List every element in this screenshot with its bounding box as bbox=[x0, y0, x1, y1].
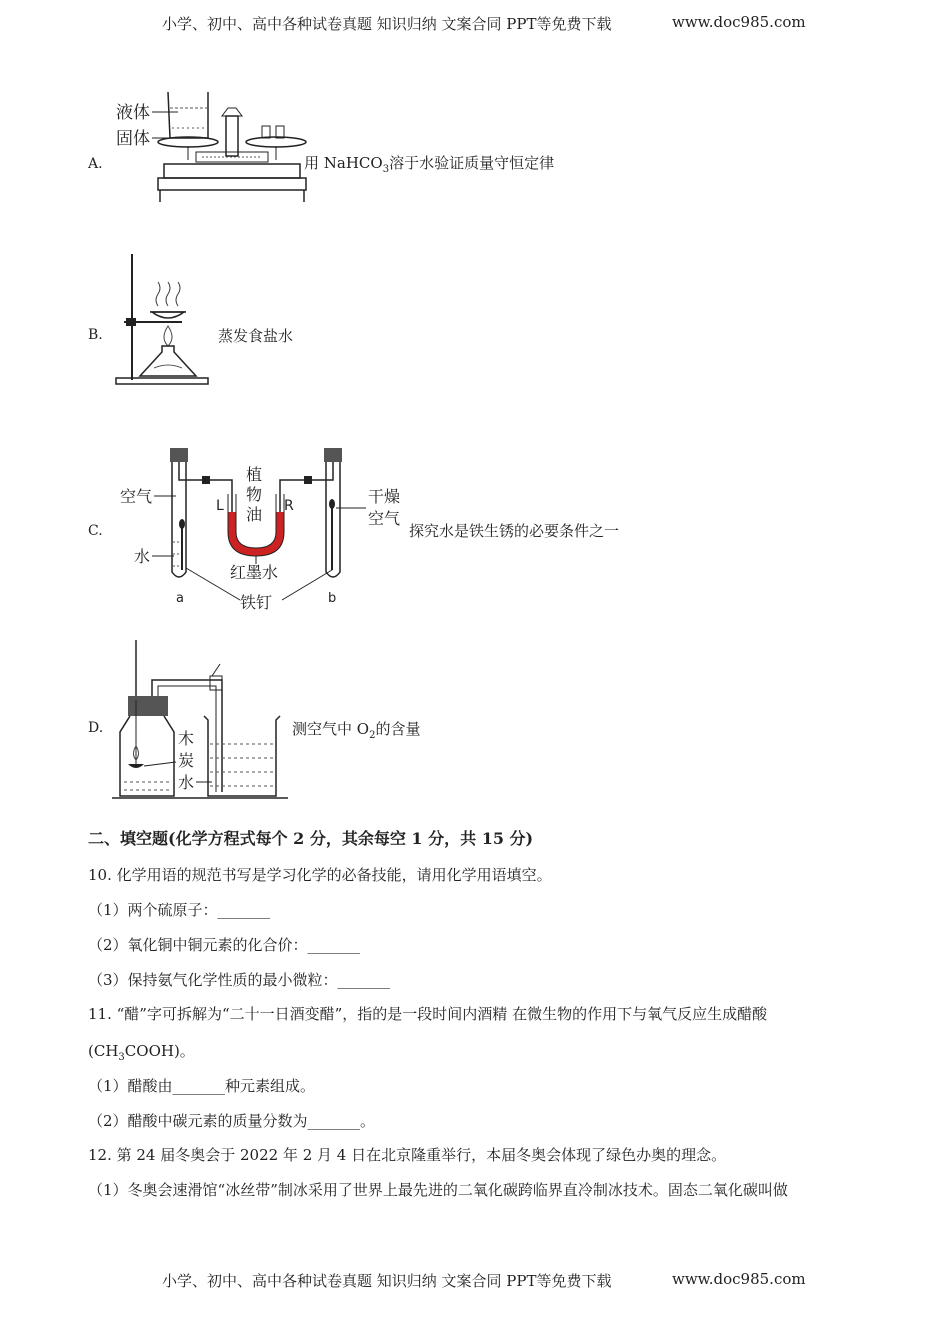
rust-experiment-diagram bbox=[112, 444, 412, 616]
option-c-caption: 探究水是铁生锈的必要条件之一 bbox=[409, 522, 620, 540]
label-ink: 红墨水 bbox=[230, 563, 279, 582]
header-url: www.doc985.com bbox=[672, 13, 806, 31]
option-d-caption: 测空气中 $O_2$的含量 bbox=[292, 720, 421, 741]
label-r: R bbox=[284, 498, 294, 514]
header-text: 小学、初中、高中各种试卷真题 知识归纳 文案合同 PPT等免费下载 bbox=[162, 15, 612, 33]
label-oil-1: 植 bbox=[246, 465, 263, 484]
q11-part-2: （2）醋酸中碳元素的质量分数为_______。 bbox=[88, 1112, 376, 1130]
q12-part-1: （1）冬奥会速滑馆“冰丝带”制冰采用了世界上最先进的二氧化碳跨临界直冷制冰技术。固态二氧化碳叫做 bbox=[88, 1181, 788, 1199]
label-oil-3: 油 bbox=[246, 505, 263, 524]
q10-part-1: （1）两个硫原子：_______ bbox=[88, 901, 271, 919]
option-a-caption: 用 NaHCO$_3$溶于水验证质量守恒定律 bbox=[304, 154, 555, 175]
label-charcoal-1: 木 bbox=[178, 729, 195, 748]
option-b-letter: B. bbox=[88, 327, 103, 343]
label-a: a bbox=[176, 591, 184, 606]
label-water: 水 bbox=[134, 547, 151, 566]
label-oil-2: 物 bbox=[246, 485, 263, 504]
option-d-letter: D. bbox=[88, 720, 104, 736]
label-l: L bbox=[216, 498, 224, 514]
q12-stem: 12. 第 24 届冬奥会于 2022 年 2 月 4 日在北京隆重举行，本届冬奥会体现了绿色办奥的理念。 bbox=[88, 1146, 727, 1164]
option-c-letter: C. bbox=[88, 523, 103, 539]
oxygen-measure-diagram bbox=[110, 636, 290, 804]
q10-stem: 10. 化学用语的规范书写是学习化学的必备技能，请用化学用语填空。 bbox=[88, 866, 552, 884]
q11-part-1: （1）醋酸由_______种元素组成。 bbox=[88, 1077, 316, 1095]
label-water-d: 水 bbox=[178, 773, 195, 792]
label-charcoal-2: 炭 bbox=[178, 751, 195, 770]
evaporation-diagram bbox=[112, 250, 212, 390]
label-dry-1: 干燥 bbox=[368, 487, 401, 506]
label-dry-2: 空气 bbox=[368, 509, 401, 528]
section-2-title: 二、填空题(化学方程式每个 2 分，其余每空 1 分，共 15 分) bbox=[88, 829, 534, 848]
q10-part-2: （2）氧化铜中铜元素的化合价：_______ bbox=[88, 936, 361, 954]
q10-part-3: （3）保持氨气化学性质的最小微粒：_______ bbox=[88, 971, 391, 989]
label-nail: 铁钉 bbox=[240, 593, 273, 612]
footer-text: 小学、初中、高中各种试卷真题 知识归纳 文案合同 PPT等免费下载 bbox=[162, 1272, 612, 1290]
label-air: 空气 bbox=[120, 487, 153, 506]
footer-url: www.doc985.com bbox=[672, 1270, 806, 1288]
balance-diagram bbox=[108, 88, 308, 206]
label-b: b bbox=[328, 591, 337, 606]
option-a-letter: A. bbox=[88, 156, 103, 172]
label-solid: 固体 bbox=[116, 129, 150, 149]
q11-stem: 11. “醋”字可拆解为“二十一日酒变醋”，指的是一段时间内酒精 在微生物的作用下与氧气反应生成醋酸 bbox=[88, 1005, 768, 1023]
label-liquid: 液体 bbox=[116, 103, 150, 123]
q11-stem-formula: $(CH_3COOH)$。 bbox=[88, 1042, 195, 1063]
option-b-caption: 蒸发食盐水 bbox=[218, 327, 294, 345]
